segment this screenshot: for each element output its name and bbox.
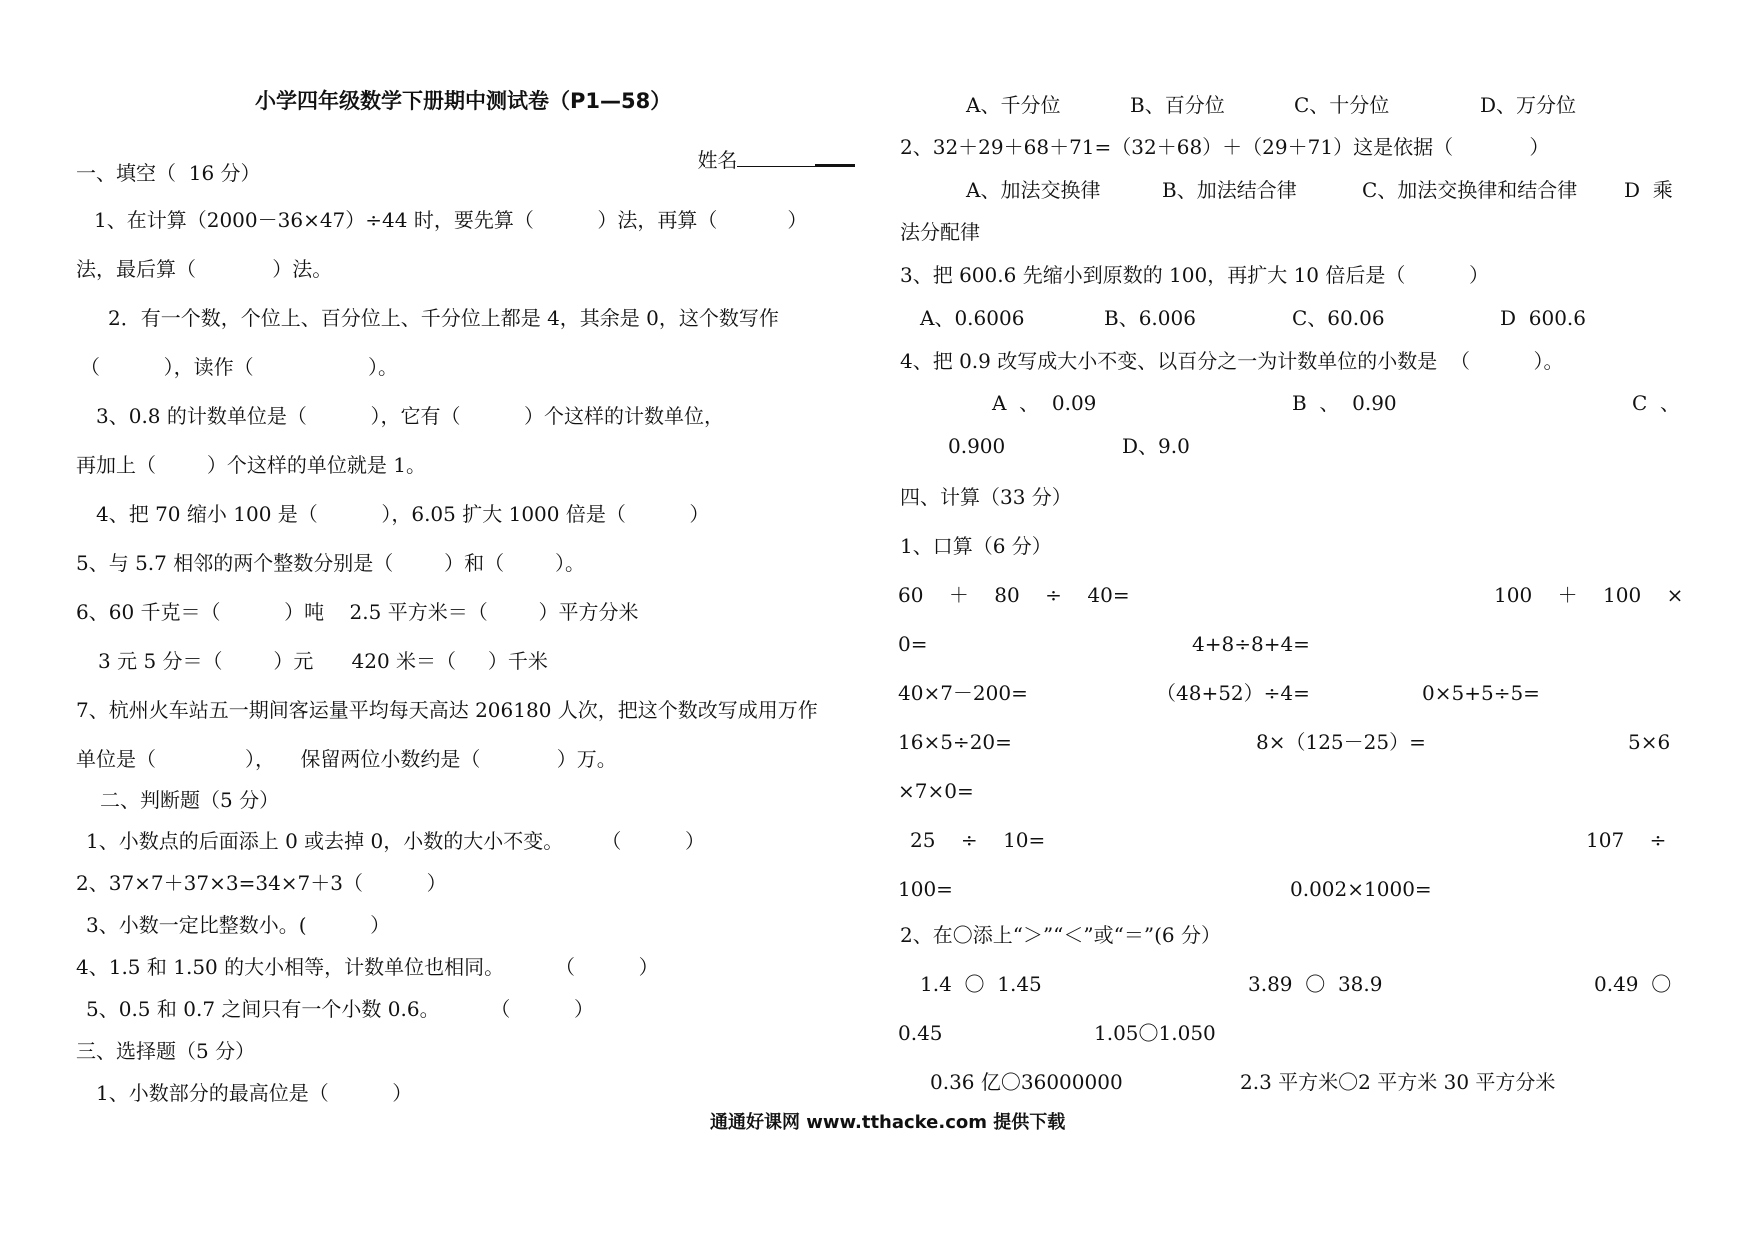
mental-math-9-cont: ×7×0=	[898, 779, 974, 803]
name-field	[672, 120, 855, 199]
question-2-line-2: （ ），读作（ ）。	[80, 355, 399, 379]
judge-3: 3、小数一定比整数小。( ）	[86, 913, 391, 937]
choice-3-option-b: B、6.006	[1104, 306, 1196, 330]
question-2-line-1: 2．有一个数，个位上、百分位上、千分位上都是 4，其余是 0，这个数写作	[108, 306, 779, 330]
judge-4: 4、1.5 和 1.50 的大小相等，计数单位也相同。 （ ）	[76, 955, 659, 979]
question-3-line-1: 3、0.8 的计数单位是（ ），它有（ ）个这样的计数单位，	[96, 404, 725, 428]
question-7-line-2: 单位是（ ）， 保留两位小数约是（ ）万。	[76, 747, 617, 771]
choice-3-option-a: A、0.6006	[920, 306, 1025, 330]
choice-2-option-b: B、加法结合律	[1162, 178, 1297, 202]
name-label: 姓名	[697, 148, 738, 172]
judge-2: 2、37×7＋37×3=34×7＋3（ ）	[76, 871, 447, 895]
footer-source: 通通好课网 www.tthacke.com 提供下载	[710, 1112, 1066, 1133]
question-1-line-2: 法，最后算（ ）法。	[76, 257, 333, 281]
choice-2-option-c: C、加法交换律和结合律	[1362, 178, 1578, 202]
choice-4: 4、把 0.9 改写成大小不变、以百分之一为计数单位的小数是 （ ）。	[900, 349, 1564, 373]
mental-math-5: （48+52）÷4=	[1156, 681, 1310, 705]
question-1-line-1: 1、在计算（2000－36×47）÷44 时，要先算（ ）法，再算（ ）	[94, 208, 808, 232]
choice-3-option-c: C、60.06	[1292, 306, 1385, 330]
section-calculation: 四、计算（33 分）	[900, 485, 1072, 509]
mental-math-2: 100 ＋ 100 ×	[1494, 583, 1684, 607]
mental-math-1: 60 ＋ 80 ÷ 40=	[898, 583, 1130, 607]
question-6-line-2: 3 元 5 分＝（ ）元 420 米＝（ ）千米	[98, 649, 548, 673]
page-title: 小学四年级数学下册期中测试卷（P1—58）	[255, 89, 672, 113]
mental-math-6: 0×5+5÷5=	[1422, 681, 1540, 705]
choice-1-option-c: C、十分位	[1294, 93, 1390, 117]
compare-1: 1.4 〇 1.45	[920, 972, 1042, 996]
choice-1-option-d: D、万分位	[1480, 93, 1577, 117]
compare-3-cont: 0.45	[898, 1021, 943, 1045]
mental-math-9: 5×6	[1628, 730, 1671, 754]
question-4: 4、把 70 缩小 100 是（ ），6.05 扩大 1000 倍是（ ）	[96, 502, 710, 526]
question-3-line-2: 再加上（ ）个这样的单位就是 1。	[76, 453, 426, 477]
choice-4-option-c: C 、	[1632, 391, 1681, 415]
question-6-line-1: 6、60 千克＝（ ）吨 2.5 平方米＝（ ）平方分米	[76, 600, 639, 624]
mental-math-3: 4+8÷8+4=	[1192, 632, 1310, 656]
choice-3-option-d: D 600.6	[1500, 306, 1587, 330]
mental-math-12: 0.002×1000=	[1290, 877, 1432, 901]
choice-4-option-b: B 、 0.90	[1292, 391, 1397, 415]
compare-4: 1.05〇1.050	[1094, 1021, 1216, 1045]
section-true-false: 二、判断题（5 分）	[100, 788, 280, 812]
choice-2: 2、32＋29＋68＋71=（32＋68）＋（29＋71）这是依据（ ）	[900, 135, 1550, 159]
choice-2-option-d: D 乘	[1624, 178, 1673, 202]
choice-2-option-a: A、加法交换律	[966, 178, 1101, 202]
section-fill-blank: 一、填空（ 16 分）	[76, 161, 261, 185]
question-7-line-1: 7、杭州火车站五一期间客运量平均每天高达 206180 人次，把这个数改写成用万作	[76, 698, 818, 722]
choice-4-option-d: D、9.0	[1122, 434, 1190, 458]
choice-3: 3、把 600.6 先缩小到原数的 100，再扩大 10 倍后是（ ）	[900, 263, 1489, 287]
compare-5: 0.36 亿〇36000000	[930, 1070, 1123, 1094]
judge-1: 1、小数点的后面添上 0 或去掉 0，小数的大小不变。 （ ）	[86, 829, 705, 853]
question-5: 5、与 5.7 相邻的两个整数分别是（ ）和（ ）。	[76, 551, 585, 575]
mental-math-2-cont: 0=	[898, 632, 928, 656]
mental-math-11: 107 ÷	[1586, 828, 1667, 852]
compare-2: 3.89 〇 38.9	[1248, 972, 1383, 996]
mental-math-4: 40×7－200=	[898, 681, 1028, 705]
compare-6: 2.3 平方米〇2 平方米 30 平方分米	[1240, 1070, 1556, 1094]
mental-math-7: 16×5÷20=	[898, 730, 1012, 754]
choice-1-option-a: A、千分位	[966, 93, 1061, 117]
mental-math-title: 1、口算（6 分）	[900, 534, 1052, 558]
name-blank[interactable]	[737, 148, 815, 167]
choice-4-option-c-value: 0.900	[948, 434, 1006, 458]
choice-4-option-a: A 、 0.09	[992, 391, 1097, 415]
name-blank-end	[815, 146, 855, 167]
compare-title: 2、在〇添上“＞”“＜”或“＝”(6 分）	[900, 923, 1221, 947]
mental-math-11-cont: 100=	[898, 877, 953, 901]
choice-1: 1、小数部分的最高位是（ ）	[96, 1081, 413, 1105]
section-multiple-choice: 三、选择题（5 分）	[76, 1039, 256, 1063]
judge-5: 5、0.5 和 0.7 之间只有一个小数 0.6。 （ ）	[86, 997, 595, 1021]
choice-2-option-d-cont: 法分配律	[900, 220, 980, 244]
mental-math-10: 25 ÷ 10=	[910, 828, 1046, 852]
choice-1-option-b: B、百分位	[1130, 93, 1225, 117]
mental-math-8: 8×（125－25）=	[1256, 730, 1426, 754]
compare-3: 0.49 〇	[1594, 972, 1672, 996]
